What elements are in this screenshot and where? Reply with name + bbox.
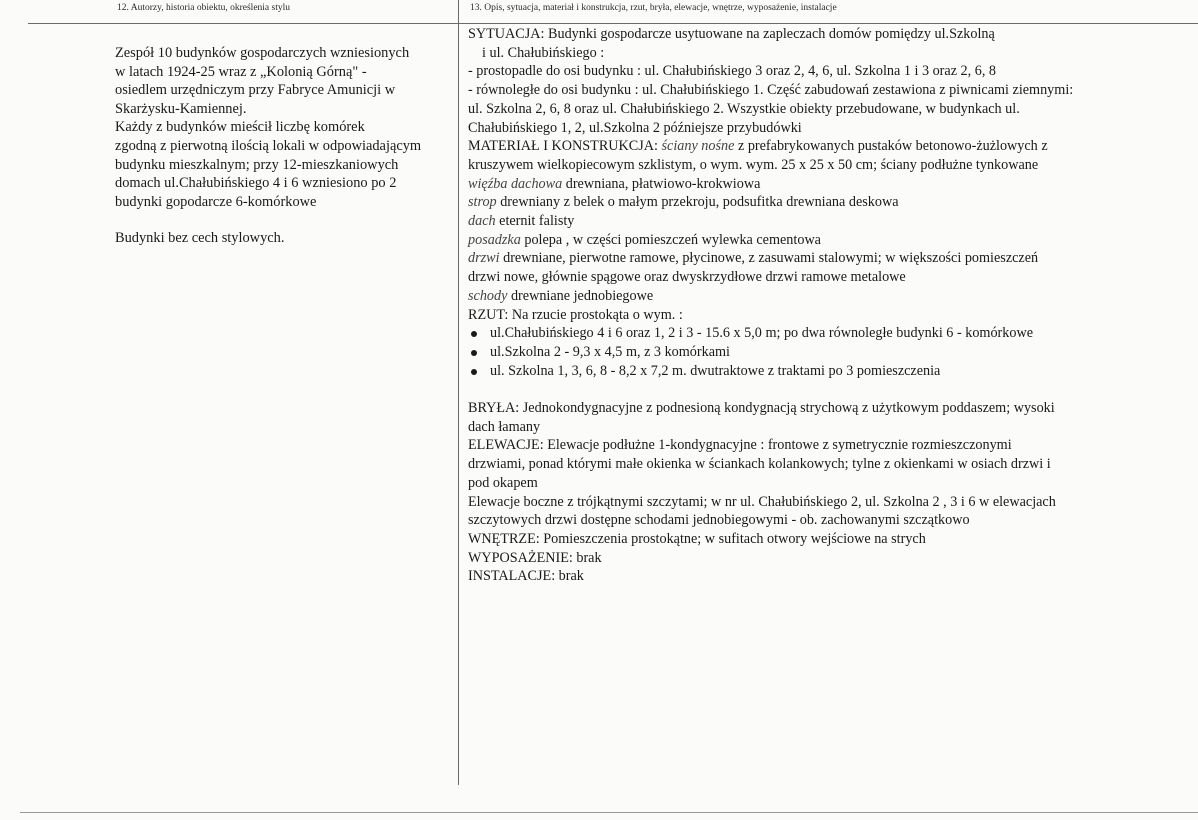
history-line: osiedlem urzędniczym przy Fabryce Amunicji w	[115, 82, 396, 99]
material-line: drzwi nowe, głównie spągowe oraz dwyskrzydłowe drzwi ramowe metalowe	[468, 269, 906, 286]
description-column	[468, 25, 1196, 586]
material-term: posadzka	[468, 231, 521, 248]
rzut-bullet-text: ul.Chałubińskiego 4 i 6 oraz 1, 2 i 3 - 15.6 x 5,0 m; po dwa równoległe budynki 6 - komórkowe	[490, 325, 1033, 342]
sytuacja-line: i ul. Chałubińskiego :	[482, 44, 605, 61]
history-line: domach ul.Chałubińskiego 4 i 6 wzniesiono po 2	[115, 175, 397, 192]
material-lead: MATERIAŁ I KONSTRUKCJA:	[468, 138, 658, 155]
material-text: eternit falisty	[499, 213, 575, 230]
material-term: strop	[468, 194, 497, 211]
material-item	[468, 249, 1196, 268]
material-term: drzwi	[468, 250, 500, 267]
elewacje-line: szczytowych drzwi dostępne schodami jednobiegowymi - ob. zachowanymi szczątkowo	[468, 512, 970, 529]
material-text: z prefabrykowanych pustaków betonowo-żużlowych z	[737, 138, 1048, 155]
sytuacja-line: - prostopadle do osi budynku : ul. Chałubińskiego 3 oraz 2, 4, 6, ul. Szkolna 1 i 3 oraz 2, 6, 8	[468, 63, 997, 80]
history-paragraph	[115, 44, 460, 211]
material-text: drewniane jednobiegowe	[510, 287, 654, 304]
material-item	[468, 193, 1196, 212]
bullet-dot-icon	[471, 350, 477, 356]
wnetrze-line: WNĘTRZE: Pomieszczenia prostokątne; w sufitach otwory wejściowe na strych	[468, 530, 926, 547]
bryla-section	[468, 399, 1196, 436]
rzut-bullet-text: ul.Szkolna 2 - 9,3 x 4,5 m, z 3 komórkami	[490, 343, 730, 360]
bryla-line: BRYŁA: Jednokondygnacyjne z podnesioną kondygnacją strychową z użytkowym poddaszem; wysoki	[468, 400, 1055, 417]
rzut-bullet-text: ul. Szkolna 1, 3, 6, 8 - 8,2 x 7,2 m. dwutraktowe z traktami po 3 pomieszczenia	[490, 362, 941, 379]
wyposazenie-line: WYPOSAŻENIE: brak	[468, 549, 602, 566]
material-item	[468, 287, 1196, 306]
material-text: drewniany z belek o małym przekroju, podsufitka drewniana deskowa	[500, 194, 899, 211]
material-term: więźba dachowa	[468, 175, 563, 192]
rzut-bullet-item	[468, 362, 1196, 381]
rzut-lead: RZUT: Na rzucie prostokąta o wym. :	[468, 306, 683, 323]
material-item	[468, 175, 1196, 194]
sytuacja-section	[468, 25, 1196, 137]
sytuacja-line: - równoległe do osi budynku : ul. Chałubińskiego 1. Część zabudowań zestawiona z piwnicami ziemnymi:	[468, 82, 1074, 99]
section-13-header: 13. Opis, sytuacja, materiał i konstrukcja, rzut, bryła, elewacje, wnętrze, wyposażenie, instalacje	[470, 3, 837, 13]
material-text: drewniana, płatwiowo-krokwiowa	[565, 175, 761, 192]
sytuacja-line: ul. Szkolna 2, 6, 8 oraz ul. Chałubińskiego 2. Wszystkie obiekty przebudowane, w budynkach ul.	[468, 100, 1020, 117]
material-item	[468, 231, 1196, 250]
history-line: Zespół 10 budynków gospodarczych wzniesionych	[115, 45, 410, 61]
history-line: Każdy z budynków mieścił liczbę komórek	[115, 119, 365, 136]
elewacje-line: pod okapem	[468, 474, 538, 491]
material-line: kruszywem wielkopiecowym szklistym, o wym. wym. 25 x 25 x 50 cm; ściany podłużne tynkowane	[468, 156, 1039, 173]
history-line: zgodną z pierwotną ilością lokali w odpowiadającym	[115, 137, 422, 154]
history-line: budynku mieszkalnym; przy 12-mieszkaniowych	[115, 156, 399, 173]
bullet-dot-icon	[471, 331, 477, 337]
rzut-bullet-item	[468, 324, 1196, 343]
history-column	[115, 44, 460, 248]
history-line: w latach 1924-25 wraz z „Kolonią Górną" -	[115, 63, 367, 80]
material-text: polepa , w części pomieszczeń wylewka cementowa	[524, 231, 821, 248]
material-term: ściany nośne	[661, 138, 735, 155]
material-section	[468, 137, 1196, 305]
material-term: schody	[468, 287, 508, 304]
instalacje-line: INSTALACJE: brak	[468, 568, 584, 585]
material-line	[468, 137, 1196, 156]
material-item	[468, 212, 1196, 231]
style-note: Budynki bez cech stylowych.	[115, 230, 285, 247]
elewacje-line: Elewacje boczne z trójkątnymi szczytami; w nr ul. Chałubińskiego 2, ul. Szkolna 2 , 3 i 6 w elewacjach	[468, 493, 1056, 510]
rzut-bullet-item	[468, 343, 1196, 362]
header-rule	[28, 23, 1198, 24]
bullet-dot-icon	[471, 369, 477, 375]
bryla-line: dach łamany	[468, 418, 541, 435]
sytuacja-line: Chałubińskiego 1, 2, ul.Szkolna 2 późniejsze przybudówki	[468, 119, 802, 136]
elewacje-section	[468, 436, 1196, 530]
elewacje-line: drzwiami, ponad którymi małe okienka w ściankach kolankowych; tylne z okienkami w osiach drzwi i	[468, 456, 1051, 473]
history-line: budynki gopodarcze 6-komórkowe	[115, 193, 317, 210]
sytuacja-line: SYTUACJA: Budynki gospodarcze usytuowane na zapleczach domów pomiędzy ul.Szkolną	[468, 26, 995, 42]
bottom-rule	[20, 812, 1198, 813]
material-text: drewniane, pierwotne ramowe, płycinowe, z zasuwami stalowymi; w większości pomieszczeń	[503, 250, 1039, 267]
elewacje-line: ELEWACJE: Elewacje podłużne 1-kondygnacyjne : frontowe z symetrycznie rozmieszczonymi	[468, 437, 1012, 454]
material-term: dach	[468, 213, 496, 230]
rzut-section	[468, 306, 1196, 381]
paragraph-gap	[115, 211, 460, 229]
history-line: Skarżysku-Kamiennej.	[115, 100, 247, 117]
section-gap	[468, 380, 1196, 399]
section-12-header: 12. Autorzy, historia obiektu, określenia stylu	[117, 3, 290, 13]
